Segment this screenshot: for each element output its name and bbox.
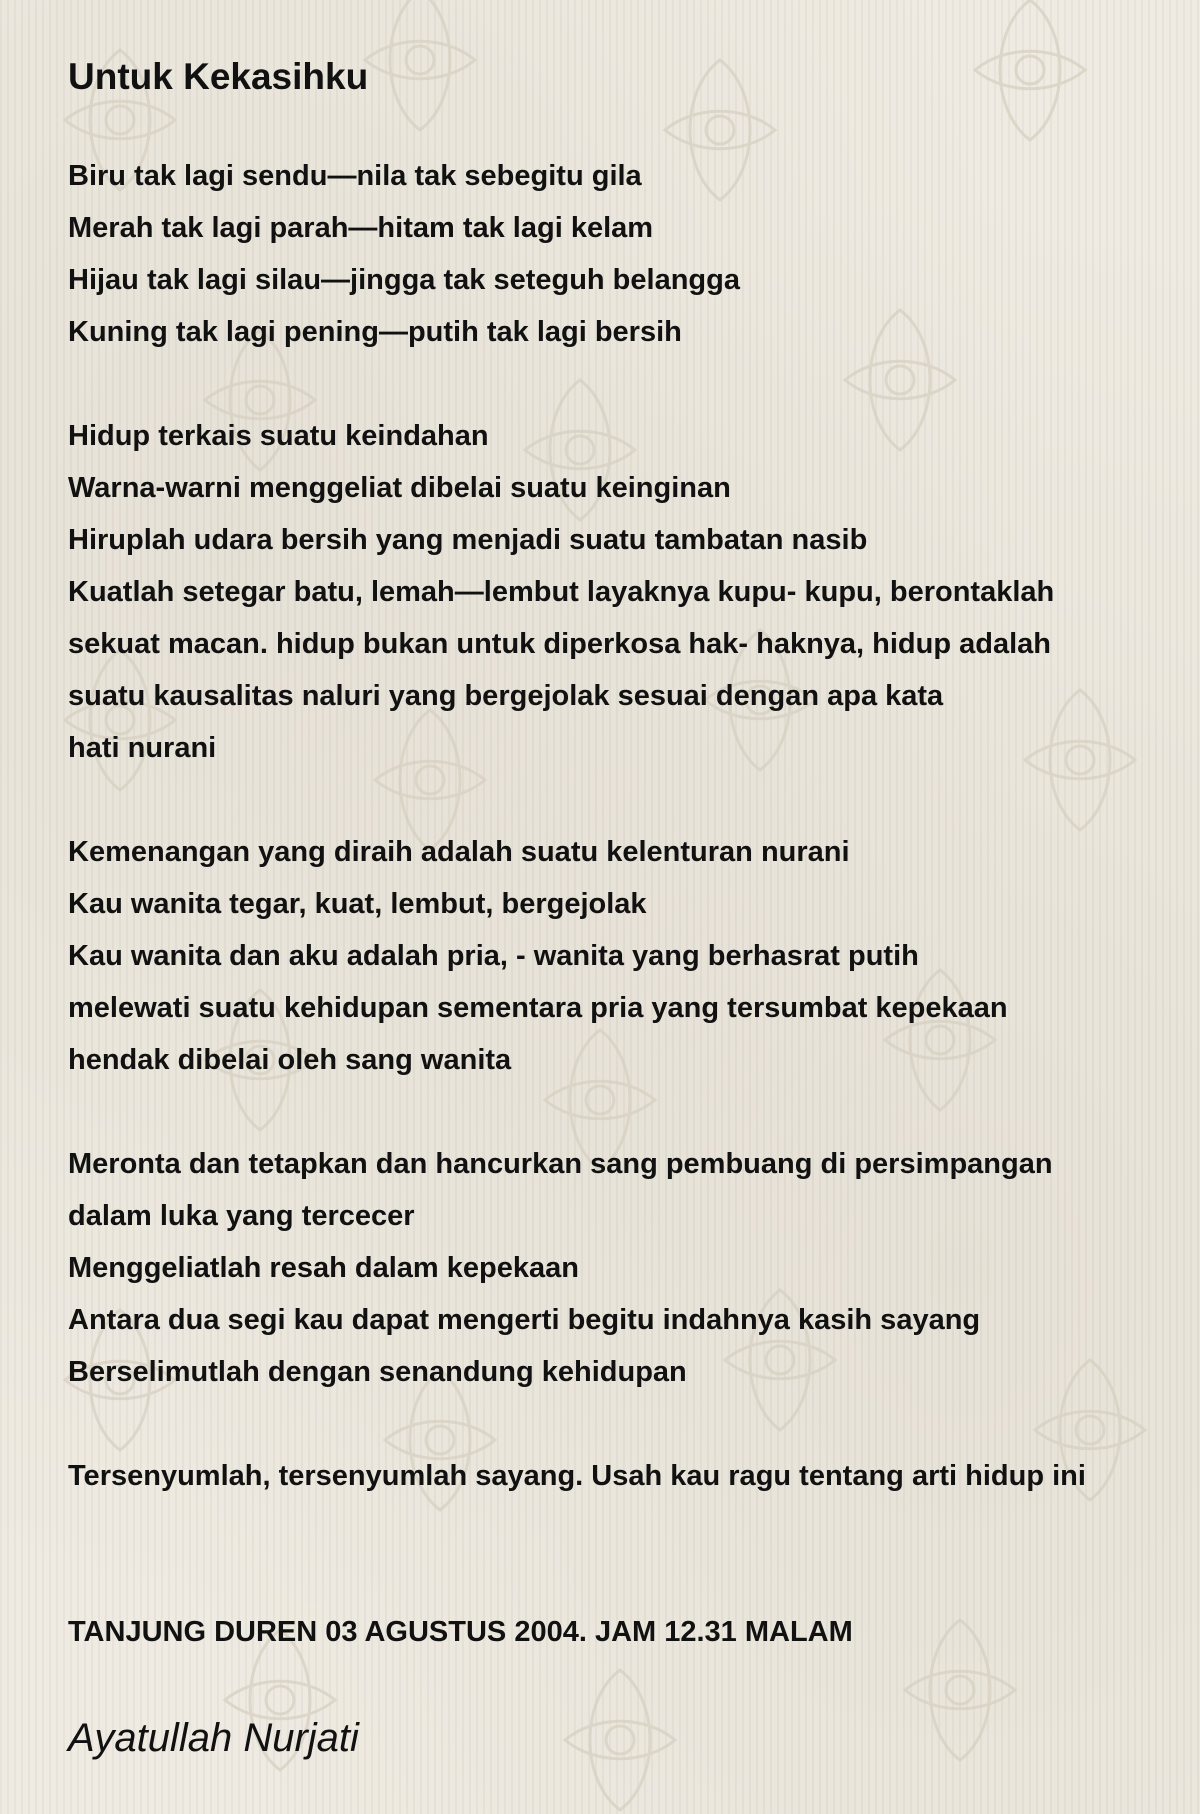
poem-body — [68, 150, 1200, 1502]
poem-line: Meronta dan tetapkan dan hancurkan sang pembuang di persimpangan — [68, 1148, 1053, 1180]
poem-line: Menggeliatlah resah dalam kepekaan — [68, 1252, 579, 1284]
poem-line: Kuatlah setegar batu, lemah—lembut layaknya kupu- kupu, berontaklah — [68, 576, 1055, 608]
poem-dateline: TANJUNG DUREN 03 AGUSTUS 2004. JAM 12.31 MALAM — [68, 1616, 853, 1648]
stanza-5 — [68, 1450, 1200, 1502]
poem-line: Hijau tak lagi silau—jingga tak seteguh belangga — [68, 264, 740, 296]
poem-line: melewati suatu kehidupan sementara pria yang tersumbat kepekaan — [68, 992, 1008, 1024]
poem-line: Kau wanita dan aku adalah pria, - wanita yang berhasrat putih — [68, 940, 919, 972]
poem-line: dalam luka yang tercecer — [68, 1200, 415, 1232]
poem-line: Hiruplah udara bersih yang menjadi suatu tambatan nasib — [68, 524, 868, 556]
poem-line: Tersenyumlah, tersenyumlah sayang. Usah kau ragu tentang arti hidup ini — [68, 1460, 1086, 1492]
stanza-divider — [68, 1086, 1200, 1138]
poem-line: Antara dua segi kau dapat mengerti begitu indahnya kasih sayang — [68, 1304, 981, 1336]
poem-line: hati nurani — [68, 732, 217, 764]
stanza-divider — [68, 774, 1200, 826]
poem-line: Kau wanita tegar, kuat, lembut, bergejolak — [68, 888, 647, 920]
poem-line: Hidup terkais suatu keindahan — [68, 420, 489, 452]
stanza-1 — [68, 150, 1200, 358]
poem-line: Warna-warni menggeliat dibelai suatu keinginan — [68, 472, 731, 504]
poem-line: suatu kausalitas naluri yang bergejolak sesuai dengan apa kata — [68, 680, 944, 712]
poem-line: Kuning tak lagi pening—putih tak lagi bersih — [68, 316, 682, 348]
poem-author: Ayatullah Nurjati — [68, 1716, 359, 1760]
poem-title: Untuk Kekasihku — [68, 56, 369, 97]
stanza-4 — [68, 1138, 1200, 1398]
poem-line: Berselimutlah dengan senandung kehidupan — [68, 1356, 687, 1388]
poem-line: Biru tak lagi sendu—nila tak sebegitu gila — [68, 160, 642, 192]
stanza-2 — [68, 410, 1200, 774]
poem-line: Merah tak lagi parah—hitam tak lagi kelam — [68, 212, 654, 244]
stanza-divider — [68, 358, 1200, 410]
stanza-3 — [68, 826, 1200, 1086]
stanza-divider — [68, 1398, 1200, 1450]
poem-line: Kemenangan yang diraih adalah suatu kelenturan nurani — [68, 836, 850, 868]
poem-line: sekuat macan. hidup bukan untuk diperkosa hak- haknya, hidup adalah — [68, 628, 1051, 660]
poem-line: hendak dibelai oleh sang wanita — [68, 1044, 512, 1076]
